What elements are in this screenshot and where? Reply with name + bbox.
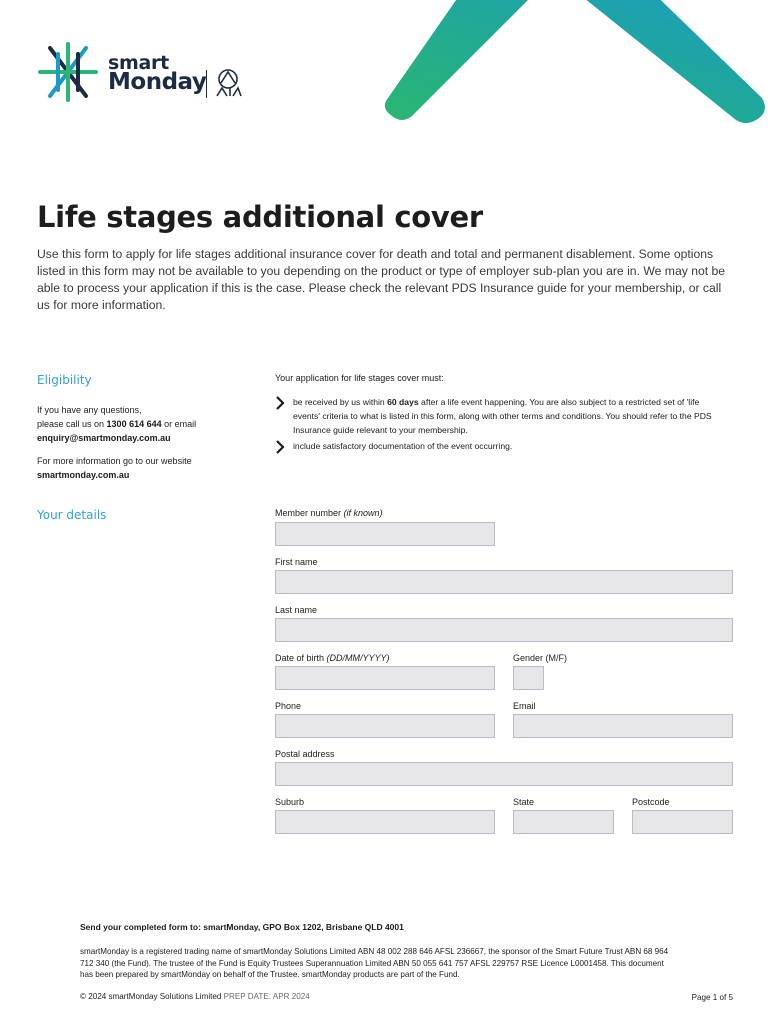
gender-field[interactable] xyxy=(513,666,544,690)
logo-monday: Monday xyxy=(108,69,207,96)
eligibility-bullet-2 xyxy=(275,439,725,455)
bullet-1-bold: 60 days xyxy=(387,397,419,407)
contact-email-link[interactable]: enquiry@smartmonday.com.au xyxy=(37,433,171,443)
postcode-field[interactable] xyxy=(632,810,733,834)
smartmonday-star-icon xyxy=(36,40,100,104)
eligibility-heading: Eligibility xyxy=(37,373,92,387)
state-field[interactable] xyxy=(513,810,614,834)
state-label: State xyxy=(513,797,535,807)
call-prefix: please call us on xyxy=(37,419,107,429)
send-instructions: Send your completed form to: smartMonday, GPO Box 1202, Brisbane QLD 4001 xyxy=(80,922,404,932)
member-number-label xyxy=(275,508,383,518)
postal-address-field[interactable] xyxy=(275,762,733,786)
eligibility-lead: Your application for life stages cover must: xyxy=(275,373,444,383)
suburb-label: Suburb xyxy=(275,797,305,807)
contact-info xyxy=(37,403,247,445)
website-info xyxy=(37,454,247,482)
website-link[interactable]: smartmonday.com.au xyxy=(37,470,130,480)
chevron-right-icon xyxy=(275,396,285,410)
first-name-label: First name xyxy=(275,557,318,567)
postcode-label: Postcode xyxy=(632,797,670,807)
page-title: Life stages additional cover xyxy=(37,200,483,234)
first-name-field[interactable] xyxy=(275,570,733,594)
chevron-right-icon xyxy=(275,440,285,454)
questions-text: If you have any questions, xyxy=(37,405,142,415)
call-line xyxy=(37,417,247,431)
member-number-label-text: Member number xyxy=(275,508,344,518)
dob-field[interactable] xyxy=(275,666,495,690)
legal-disclaimer: smartMonday is a registered trading name of smartMonday Solutions Limited ABN 48 002 288 646 AFSL 236667, the sponsor of the Smart Future Trust ABN 68 964 712 340 (the Fund). The trustee of the Fund is Equity Trustees Superannuation Limited ABN 50 055 641 757 AFSL 229757 RSE Licence L0001458. This document has been prepared by smartMonday on behalf of the Trustee. smartMonday products are part of the Fund. xyxy=(80,947,669,979)
smartmonday-logo xyxy=(36,40,246,104)
page-number: Page 1 of 5 xyxy=(691,993,733,1002)
your-details-heading: Your details xyxy=(37,508,107,522)
suburb-field[interactable] xyxy=(275,810,495,834)
member-number-field[interactable] xyxy=(275,522,495,546)
phone-number[interactable]: 1300 614 644 xyxy=(106,419,162,429)
gender-label: Gender (M/F) xyxy=(513,653,568,663)
last-name-label: Last name xyxy=(275,605,318,615)
phone-label: Phone xyxy=(275,701,302,711)
copyright xyxy=(80,992,310,1001)
website-prefix: For more information go to our website xyxy=(37,456,192,466)
eligibility-bullet-1 xyxy=(275,395,725,439)
logo-divider xyxy=(206,70,207,98)
bullet-1-after: after a life event happening. You are also subject to a restricted set of 'life events' criteria to what is listed in this form, along with other terms and conditions. You should refer to the PDS Insurance guide relevant to your membership. xyxy=(293,397,712,435)
last-name-field[interactable] xyxy=(275,618,733,642)
prep-date: PREP DATE: APR 2024 xyxy=(223,992,310,1001)
dob-label-text: Date of birth xyxy=(275,653,327,663)
or-email-text: or email xyxy=(161,419,197,429)
aia-logo-icon xyxy=(214,68,242,98)
intro-paragraph: Use this form to apply for life stages additional insurance cover for death and total and permanent disablement. Some options listed in this form may not be available to you depending on the product or type of employer sub-plan you are in. We may not be able to process your application if this is the case. Please check the relevant PDS Insurance guide for your membership, or call us for more information. xyxy=(37,247,726,312)
bullet-2-text: include satisfactory documentation of the event occurring. xyxy=(293,441,513,451)
member-number-hint: (if known) xyxy=(343,508,383,518)
logo-smart: smart xyxy=(108,52,169,74)
copyright-text: © 2024 smartMonday Solutions Limited xyxy=(80,992,224,1001)
phone-field[interactable] xyxy=(275,714,495,738)
email-field[interactable] xyxy=(513,714,733,738)
header-band xyxy=(0,0,770,140)
bullet-1-text xyxy=(293,395,725,437)
bullet-1-before: be received by us within xyxy=(293,397,388,407)
dob-label xyxy=(275,653,390,663)
dob-hint: (DD/MM/YYYY) xyxy=(326,653,390,663)
logo-wordmark xyxy=(108,54,206,94)
email-label: Email xyxy=(513,701,536,711)
postal-address-label: Postal address xyxy=(275,749,335,759)
